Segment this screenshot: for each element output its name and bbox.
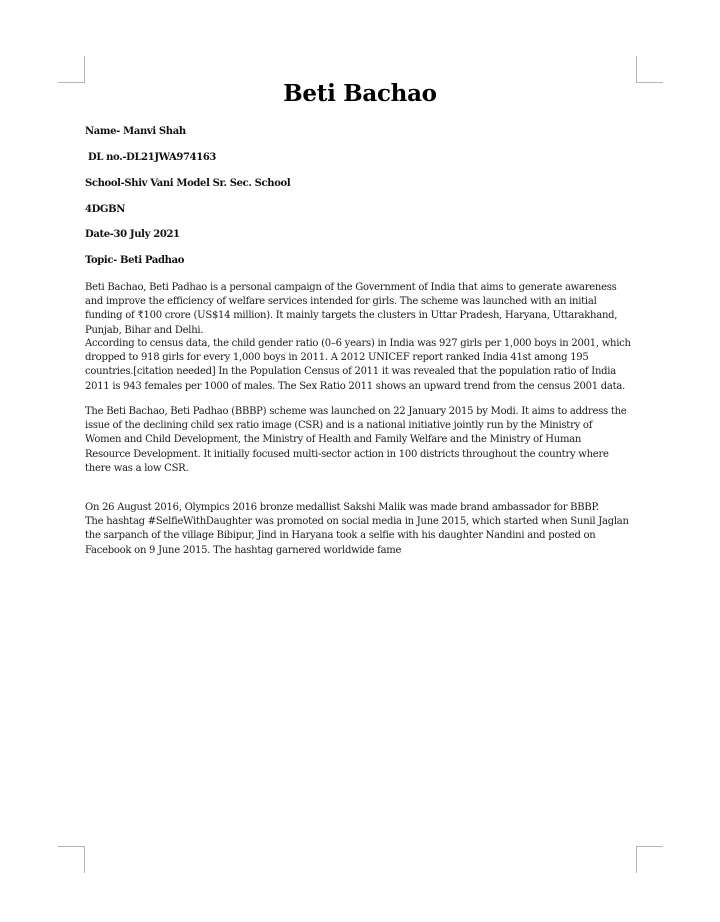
paragraph-line: The Beti Bachao, Beti Padhao (BBBP) scheme was launched on 22 January 2015 by Modi. It aims to address the [85,406,627,417]
paragraph-line: On 26 August 2016, Olympics 2016 bronze medallist Sakshi Malik was made brand ambassador for BBBP. [85,502,599,513]
page-corner-mark-top-right [636,56,663,83]
paragraph-line: According to census data, the child gender ratio (0–6 years) in India was 927 girls per 1,000 boys in 2001, which [85,338,631,349]
paragraph-line: 2011 is 943 females per 1000 of males. The Sex Ratio 2011 shows an upward trend from the census 2001 data. [85,380,626,392]
paragraph-line: dropped to 918 girls for every 1,000 boys in 2011. A 2012 UNICEF report ranked India 41st among 195 [85,352,589,364]
paragraph-line: the sarpanch of the village Bibipur, Jind in Haryana took a selfie with his daughter Nandini and posted on [85,530,596,542]
page-corner-mark-bottom-left [58,846,85,873]
paragraph-line: The hashtag #SelfieWithDaughter was promoted on social media in June 2015, which started when Sunil Jaglan [85,516,629,528]
school-name: School-Shiv Vani Model Sr. Sec. School [85,178,291,189]
page-corner-mark-bottom-right [636,846,663,873]
paragraph-intro [85,281,635,338]
paragraph-line: issue of the declining child sex ratio image (CSR) and is a national initiative jointly run by the Ministry of [85,420,593,432]
class-code: 4DGBN [85,204,126,215]
paragraph-line: Punjab, Bihar and Delhi. [85,324,204,336]
paragraph-line: and improve the efficiency of welfare services intended for girls. The scheme was launched with an initial [85,296,597,308]
paragraph-census [85,337,635,394]
paragraph-line: funding of ₹100 crore (US$14 million). It mainly targets the clusters in Uttar Pradesh, Haryana, Uttarakhand, [85,310,618,322]
paragraph-line: Facebook on 9 June 2015. The hashtag garnered worldwide fame [85,544,402,556]
paragraph-line: Resource Development. It initially focused multi-sector action in 100 districts throughout the country where [85,448,609,460]
author-name: Name- Manvi Shah [85,126,186,137]
paragraph-ambassador [85,501,635,558]
paragraph-line: countries.[citation needed] In the Population Census of 2011 it was revealed that the population ratio of India [85,366,616,378]
paragraph-line: Women and Child Development, the Ministry of Health and Family Welfare and the Ministry of Human [85,434,582,446]
paragraph-line: Beti Bachao, Beti Padhao is a personal campaign of the Government of India that aims to generate awareness [85,282,617,293]
document-topic: Topic- Beti Padhao [85,255,185,266]
paragraph-scheme [85,405,635,476]
document-date: Date-30 July 2021 [85,229,180,240]
document-title: Beti Bachao [283,80,437,107]
paragraph-line: there was a low CSR. [85,462,189,474]
dl-number: DL no.-DL21JWA974163 [88,152,217,163]
page-corner-mark-top-left [58,56,85,83]
